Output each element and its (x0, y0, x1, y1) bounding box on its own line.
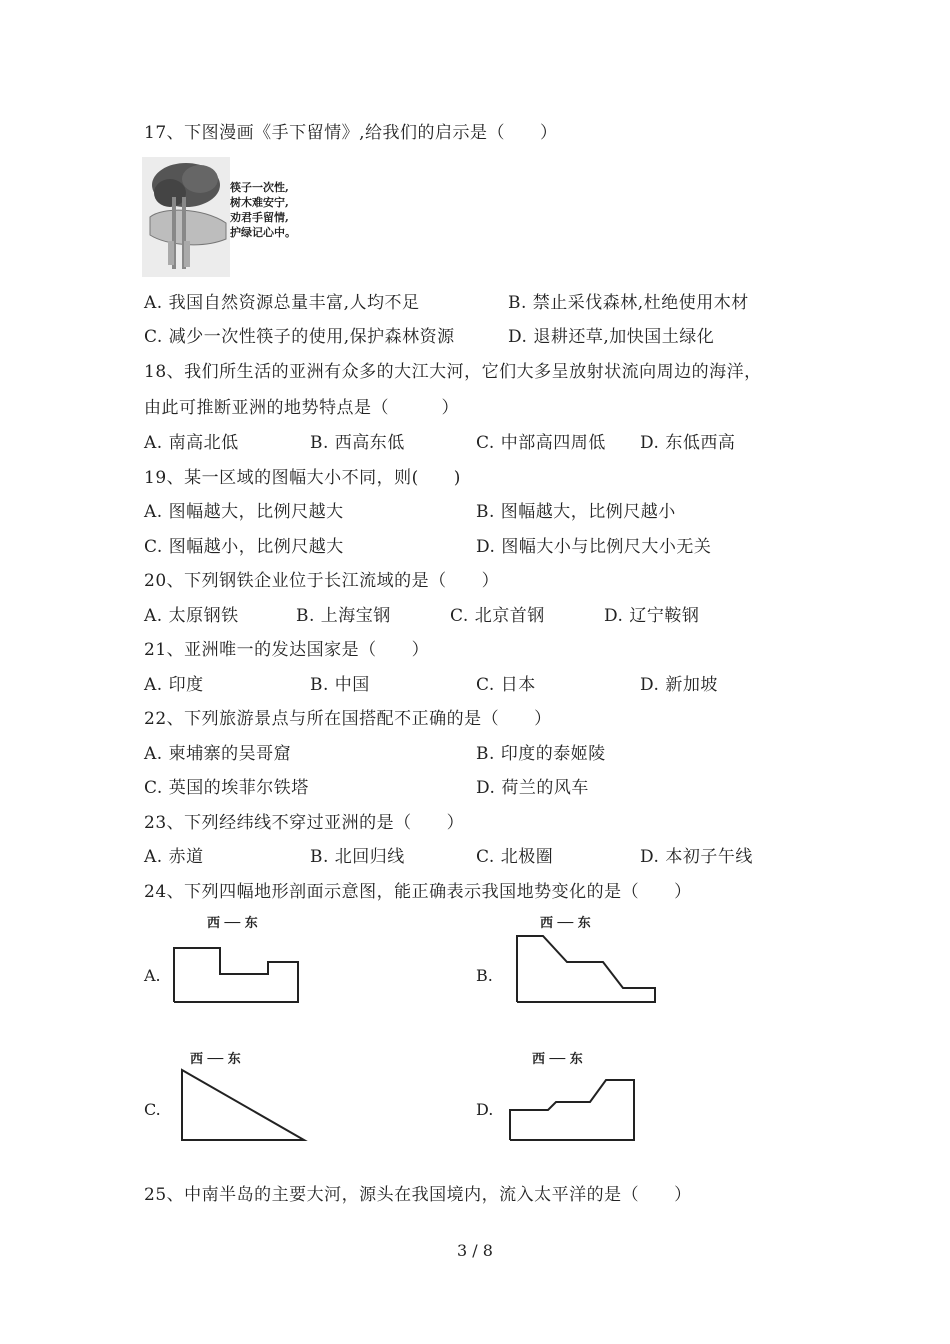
q18-stem-line-1: 18、我们所生活的亚洲有众多的大江大河，它们大多呈放射状流向周边的海洋， (144, 362, 762, 382)
q22-option-a: A. 柬埔寨的吴哥窟 (144, 744, 292, 764)
q19-option-d: D. 图幅大小与比例尺大小无关 (476, 537, 712, 557)
q17-option-d: D. 退耕还草,加快国土绿化 (508, 327, 715, 347)
profile-a-label: A. (144, 966, 161, 985)
q17-option-b: B. 禁止采伐森林,杜绝使用木材 (508, 293, 749, 313)
q20-option-d: D. 辽宁鞍钢 (604, 606, 700, 626)
q22-option-d: D. 荷兰的风车 (476, 778, 589, 798)
q17-stem: 17、下图漫画《手下留情》,给我们的启示是（ ） (144, 123, 558, 143)
page-number: 3 / 8 (457, 1241, 493, 1260)
q22-option-b: B. 印度的泰姬陵 (476, 744, 606, 764)
q22-stem: 22、下列旅游景点与所在国搭配不正确的是（ ） (144, 709, 552, 729)
q20-option-a: A. 太原钢铁 (144, 606, 239, 626)
q21-option-b: B. 中国 (310, 675, 370, 695)
q19-option-a: A. 图幅越大，比例尺越大 (144, 502, 344, 522)
q18-option-b: B. 西高东低 (310, 433, 405, 453)
profile-d-diagram (506, 1076, 638, 1144)
q21-option-a: A. 印度 (144, 675, 204, 695)
q21-option-c: C. 日本 (476, 675, 536, 695)
profile-b-diagram (513, 932, 659, 1006)
profile-d-direction-label: 西 ── 东 (532, 1052, 583, 1067)
q21-option-d: D. 新加坡 (640, 675, 718, 695)
profile-c-diagram (178, 1066, 308, 1144)
q17-option-c: C. 减少一次性筷子的使用,保护森林资源 (144, 327, 455, 347)
profile-b-direction-label: 西 ── 东 (540, 916, 591, 931)
profile-b-label: B. (476, 966, 493, 985)
q25-stem: 25、中南半岛的主要大河，源头在我国境内，流入太平洋的是（ ） (144, 1185, 692, 1205)
comic-caption-line-3: 劝君手留情, (230, 211, 289, 224)
q18-stem-line-2: 由此可推断亚洲的地势特点是（ ） (144, 398, 459, 418)
profile-c-direction-label: 西 ── 东 (190, 1052, 241, 1067)
q23-option-b: B. 北回归线 (310, 847, 405, 867)
q19-option-c: C. 图幅越小，比例尺越大 (144, 537, 344, 557)
q21-stem: 21、亚洲唯一的发达国家是（ ） (144, 640, 430, 660)
q19-option-b: B. 图幅越大，比例尺越小 (476, 502, 676, 522)
q24-stem: 24、下列四幅地形剖面示意图，能正确表示我国地势变化的是（ ） (144, 882, 692, 902)
q19-stem: 19、某一区域的图幅大小不同，则( ) (144, 468, 461, 488)
profile-c-label: C. (144, 1100, 161, 1119)
comic-caption-line-1: 筷子一次性, (230, 181, 289, 194)
q23-option-c: C. 北极圈 (476, 847, 554, 867)
q20-stem: 20、下列钢铁企业位于长江流域的是（ ） (144, 571, 500, 591)
q23-option-d: D. 本初子午线 (640, 847, 753, 867)
q17-option-a: A. 我国自然资源总量丰富,人均不足 (144, 293, 420, 313)
q18-option-a: A. 南高北低 (144, 433, 239, 453)
q18-option-c: C. 中部高四周低 (476, 433, 606, 453)
comic-caption-line-2: 树木难安宁, (230, 196, 289, 209)
q23-stem: 23、下列经纬线不穿过亚洲的是（ ） (144, 813, 465, 833)
q20-option-c: C. 北京首钢 (450, 606, 545, 626)
q18-option-d: D. 东低西高 (640, 433, 736, 453)
profile-a-direction-label: 西 ── 东 (207, 916, 258, 931)
q22-option-c: C. 英国的埃菲尔铁塔 (144, 778, 309, 798)
profile-a-diagram (170, 940, 302, 1004)
q20-option-b: B. 上海宝钢 (296, 606, 391, 626)
q23-option-a: A. 赤道 (144, 847, 204, 867)
profile-d-label: D. (476, 1100, 494, 1119)
comic-caption-line-4: 护绿记心中。 (230, 226, 296, 239)
